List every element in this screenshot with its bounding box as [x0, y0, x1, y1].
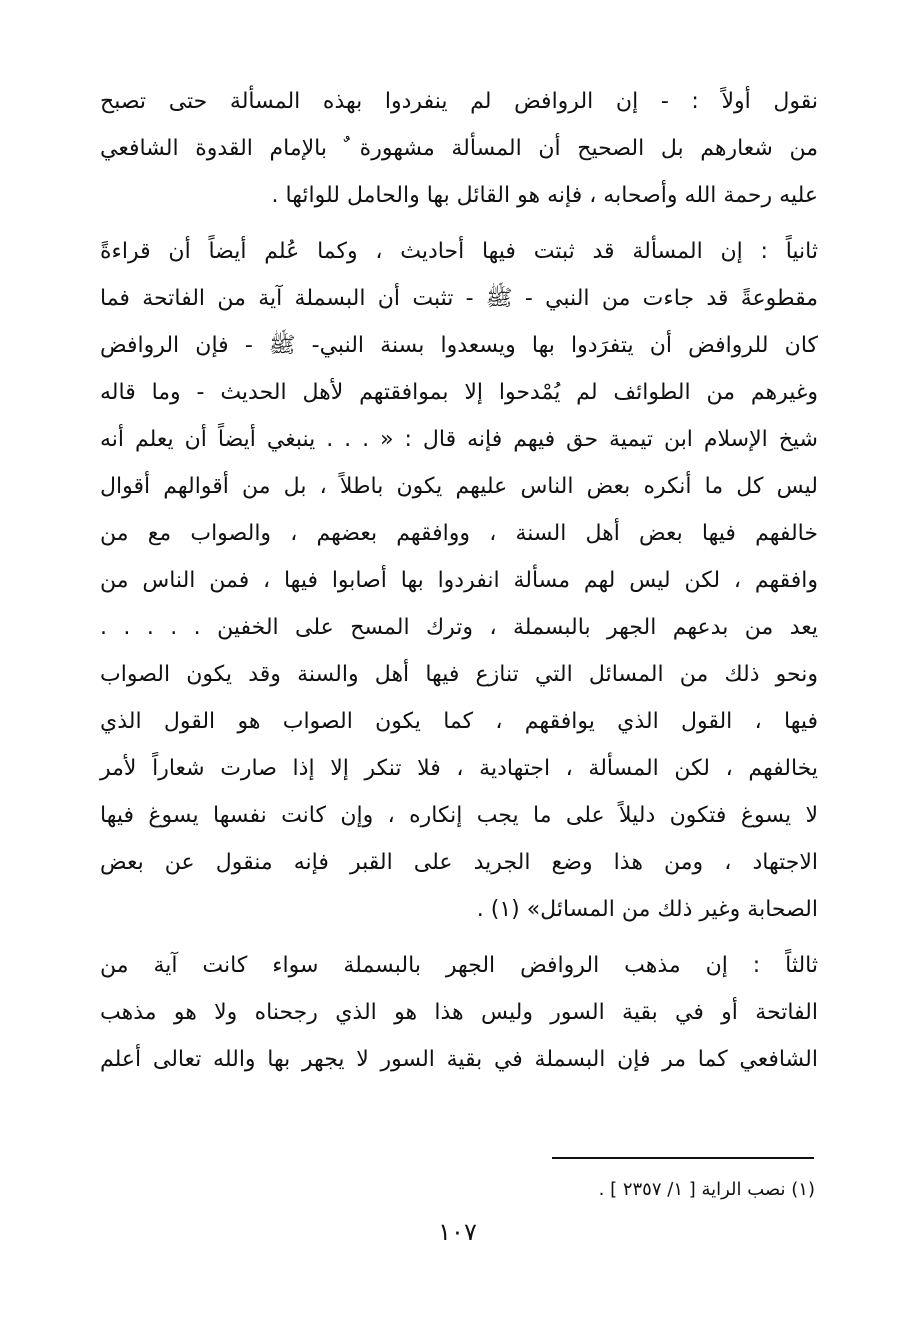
text-line: لا يسوغ فتكون دليلاً على ما يجب إنكاره ، وإن كانت نفسها يسوغ فيها	[100, 803, 818, 828]
text-line: نقول أولاً : - إن الروافض لم ينفردوا بهذه المسألة حتى تصبح	[100, 89, 818, 114]
footnote-divider	[552, 1157, 814, 1159]
text-line: ونحو ذلك من المسائل التي تنازع فيها أهل والسنة وقد يكون الصواب	[100, 662, 818, 687]
text-line: وافقهم ، لكن ليس لهم مسألة انفردوا بها أصابوا فيها ، فمن الناس من	[100, 568, 818, 593]
text-line: الفاتحة أو في بقية السور وليس هذا هو الذي رجحناه ولا هو مذهب	[100, 1000, 818, 1025]
text-line: خالفهم فيها بعض أهل السنة ، ووافقهم بعضهم ، والصواب مع من	[100, 521, 818, 546]
text-line: فيها ، القول الذي يوافقهم ، كما يكون الصواب هو القول الذي	[100, 709, 818, 734]
text-line: شيخ الإسلام ابن تيمية حق فيهم فإنه قال : « . . . ينبغي أيضاً أن يعلم أنه	[100, 427, 818, 452]
text-line: عليه رحمة الله وأصحابه ، فإنه هو القائل بها والحامل للوائها .	[271, 183, 818, 208]
text-line: وغيرهم من الطوائف لم يُمْدحوا إلا بموافقتهم لأهل الحديث - وما قاله	[100, 380, 818, 405]
footnote: (١) نصب الراية [ ١/ ٢٣٥٧ ] .	[598, 1179, 815, 1200]
page-body	[100, 78, 818, 1083]
page-number: ١٠٧	[438, 1218, 477, 1246]
text-line: الصحابة وغير ذلك من المسائل» (١) .	[476, 897, 818, 922]
text-line: يخالفهم ، لكن المسألة ، اجتهادية ، فلا تنكر إلا إذا صارت شعاراً لأمر	[100, 756, 818, 781]
paragraph-second	[100, 228, 818, 933]
text-line: كان للروافض أن يتفرَدوا بها ويسعدوا بسنة النبي- ﷺ - فإن الروافض	[100, 333, 818, 358]
text-line: الاجتهاد ، ومن هذا وضع الجريد على القبر فإنه منقول عن بعض	[100, 850, 818, 875]
paragraph-gap	[100, 933, 818, 942]
text-line: يعد من بدعهم الجهر بالبسملة ، وترك المسح على الخفين . . . . .	[100, 615, 818, 640]
text-line: ثالثاً : إن مذهب الروافض الجهر بالبسملة سواء كانت آية من	[100, 953, 818, 978]
paragraph-gap	[100, 219, 818, 228]
text-line: مقطوعةً قد جاءت من النبي - ﷺ - تثبت أن البسملة آية من الفاتحة فما	[100, 286, 818, 311]
paragraph-first	[100, 78, 818, 219]
paragraph-third	[100, 942, 818, 1083]
text-line: الشافعي كما مر فإن البسملة في بقية السور لا يجهر بها والله تعالى أعلم	[100, 1047, 818, 1072]
text-line: من شعارهم بل الصحيح أن المسألة مشهورة ٌ بالإمام القدوة الشافعي	[100, 136, 818, 161]
text-line: ثانياً : إن المسألة قد ثبتت فيها أحاديث ، وكما عُلم أيضاً أن قراءةً	[100, 239, 818, 264]
text-line: ليس كل ما أنكره بعض الناس عليهم يكون باطلاً ، بل من أقوالهم أقوال	[100, 474, 818, 499]
